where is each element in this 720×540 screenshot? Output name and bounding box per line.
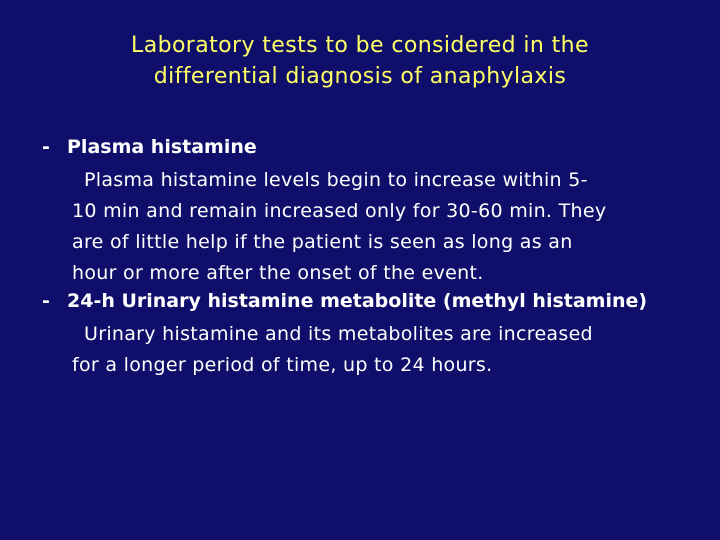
body-line: hour or more after the onset of the event. [72,262,484,284]
body-line: for a longer period of time, up to 24 hours. [72,354,493,376]
section-heading-label: Plasma histamine [67,136,257,158]
slide-title [40,30,680,92]
bullet-dash: - [42,136,50,158]
section-heading-urinary-histamine [42,288,647,314]
slide-title-line: differential diagnosis of anaphylaxis [153,64,567,89]
body-line: 10 min and remain increased only for 30-60 min. They [72,200,607,222]
section-heading-plasma-histamine [42,134,257,160]
section-body-plasma-histamine [72,165,606,289]
bullet-dash: - [42,290,50,312]
body-line: Plasma histamine levels begin to increase within 5- [84,169,588,191]
section-body-urinary-histamine [72,319,593,381]
slide-title-line: Laboratory tests to be considered in the [131,33,589,58]
section-heading-label: 24-h Urinary histamine metabolite (methyl histamine) [67,290,648,312]
body-line: Urinary histamine and its metabolites are increased [84,323,593,345]
body-line: are of little help if the patient is seen as long as an [72,231,573,253]
